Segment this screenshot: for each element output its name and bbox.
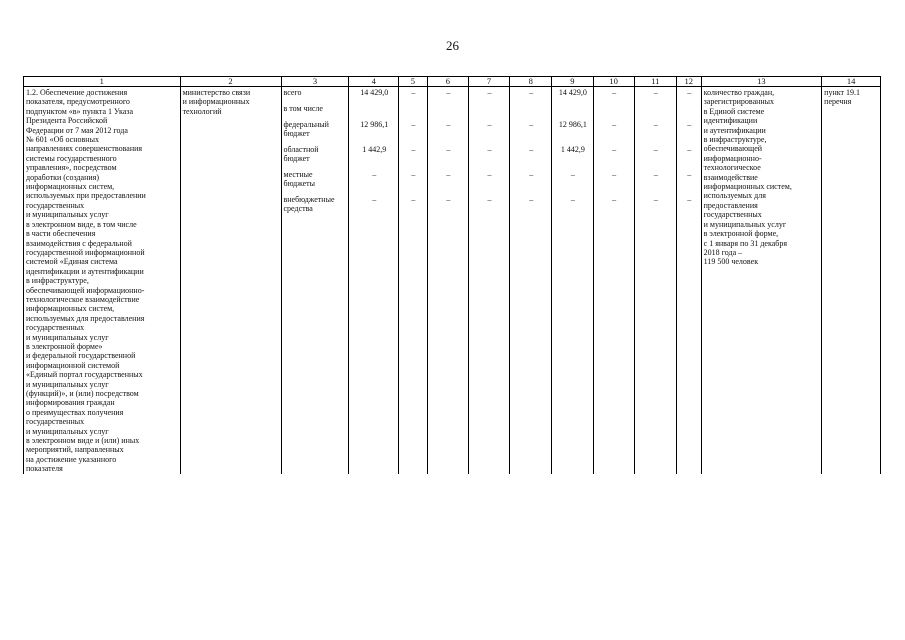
column-header: 4 (349, 77, 398, 87)
amount-value (351, 104, 396, 120)
amount-value: 1 442,9 (362, 145, 387, 154)
amount-value: 1 442,9 (560, 145, 585, 154)
column-header: 2 (180, 77, 281, 87)
amount-value: – (487, 120, 492, 129)
indicator-text: количество граждан, зарегистрированных в Единой системе идентификации и аутентификации в инфраструктуре, обеспечивающей информационно- технологическое взаимодействие информационных систем, используемых для предоставления государственных и муниципальных услуг в электронной форме, с 1 января по 31 декабря 2018 года – 119 500 человек (703, 88, 792, 267)
amount-value: – (411, 145, 416, 154)
amount-value: – (487, 170, 492, 179)
reference-cell (822, 87, 881, 474)
executor-text: министерство связи и информационных технологий (182, 88, 251, 116)
amount-value: – (570, 170, 575, 179)
column-header: 1 (24, 77, 181, 87)
column-header: 6 (427, 77, 468, 87)
executor-cell (180, 87, 281, 474)
column-header: 12 (676, 77, 701, 87)
reference-text: пункт 19.1 перечня (824, 88, 860, 107)
source-label: местные бюджеты (283, 170, 316, 189)
source-label: всего (283, 88, 302, 97)
amount-value: – (487, 145, 492, 154)
source-cell (281, 87, 349, 474)
amount-cell-col9 (552, 87, 593, 474)
amount-value (637, 104, 675, 120)
amount-value: – (687, 195, 692, 204)
amount-value: – (446, 145, 451, 154)
header-row (24, 77, 881, 87)
amount-value: – (372, 195, 377, 204)
amount-value: – (411, 120, 416, 129)
amount-value: – (411, 170, 416, 179)
amount-value: – (570, 195, 575, 204)
column-header: 9 (552, 77, 593, 87)
amount-value: 12 986,1 (360, 120, 389, 129)
amount-value: – (687, 145, 692, 154)
column-header: 14 (822, 77, 881, 87)
amount-value: – (653, 120, 658, 129)
amount-value: – (653, 145, 658, 154)
amount-value (471, 104, 508, 120)
amount-value: – (653, 88, 658, 97)
amount-value (596, 104, 633, 120)
amount-value: – (653, 195, 658, 204)
amount-value: – (612, 195, 617, 204)
amount-value: 14 429,0 (360, 88, 389, 97)
source-label: в том числе (283, 104, 323, 113)
column-header: 5 (398, 77, 427, 87)
amount-value: – (612, 120, 617, 129)
amount-value: – (687, 170, 692, 179)
column-header: 10 (593, 77, 634, 87)
amount-value: 12 986,1 (558, 120, 587, 129)
amount-value: – (446, 120, 451, 129)
amount-value: – (612, 145, 617, 154)
amount-cell-col8 (510, 87, 552, 474)
amount-value: – (487, 88, 492, 97)
column-header: 13 (701, 77, 822, 87)
column-header: 3 (281, 77, 349, 87)
amount-cell-col5 (398, 87, 427, 474)
amount-cell-total (349, 87, 398, 474)
amount-value: – (446, 88, 451, 97)
amount-cell-col11 (634, 87, 676, 474)
column-header: 11 (634, 77, 676, 87)
page-number: 26 (446, 38, 459, 53)
column-header: 8 (510, 77, 552, 87)
amount-value: – (612, 88, 617, 97)
amount-cell-col10 (593, 87, 634, 474)
amount-value: – (529, 170, 534, 179)
amount-value (512, 104, 550, 120)
amount-value: – (612, 170, 617, 179)
amount-value (401, 104, 426, 120)
amount-value: – (487, 195, 492, 204)
amount-value: – (653, 170, 658, 179)
program-table (23, 76, 881, 474)
indicator-cell (701, 87, 822, 474)
amount-cell-col7 (468, 87, 509, 474)
column-header: 7 (468, 77, 509, 87)
source-label: внебюджетные средства (283, 195, 335, 214)
amount-value: – (446, 195, 451, 204)
activity-cell (24, 87, 181, 474)
amount-value: – (529, 195, 534, 204)
amount-value (679, 104, 700, 120)
amount-value (430, 104, 467, 120)
amount-value: 14 429,0 (558, 88, 587, 97)
amount-value: – (372, 170, 377, 179)
table-row (24, 87, 881, 474)
activity-text: 1.2. Обеспечение достижения показателя, предусмотренного подпунктом «в» пункта 1 Указа Президента Российской Федерации от 7 мая 2012 года № 601 «Об основных направлениях совершенствования системы государственного управления», посредством доработки (создания) информационных систем, используемых при предоставлении государственных и муниципальных услуг в электронном виде, в том числе в части обеспечения взаимодействия с федеральной государственной информационной системой «Единая система идентификации и аутентификации в инфраструктуре, обеспечивающей информационно- технологическое взаимодействие информационных систем, используемых для предоставления государственных и муниципальных услуг в электронной форме» и федеральной государственной информационной системой «Единый портал государственных и муниципальных услуг (функций)», и (или) посредством информирования граждан о преимуществах получения государственных и муниципальных услуг в электронном виде и (или) иных мероприятий, направленных на достижение указанного показателя (26, 88, 146, 474)
source-label: областной бюджет (283, 145, 319, 164)
amount-value: – (687, 120, 692, 129)
amount-cell-col12 (676, 87, 701, 474)
amount-cell-col6 (427, 87, 468, 474)
amount-value (554, 104, 591, 120)
amount-value: – (687, 88, 692, 97)
amount-value: – (446, 170, 451, 179)
amount-value: – (529, 145, 534, 154)
amount-value: – (529, 120, 534, 129)
amount-value: – (411, 195, 416, 204)
amount-value: – (529, 88, 534, 97)
amount-value: – (411, 88, 416, 97)
source-label: федеральный бюджет (283, 120, 329, 139)
